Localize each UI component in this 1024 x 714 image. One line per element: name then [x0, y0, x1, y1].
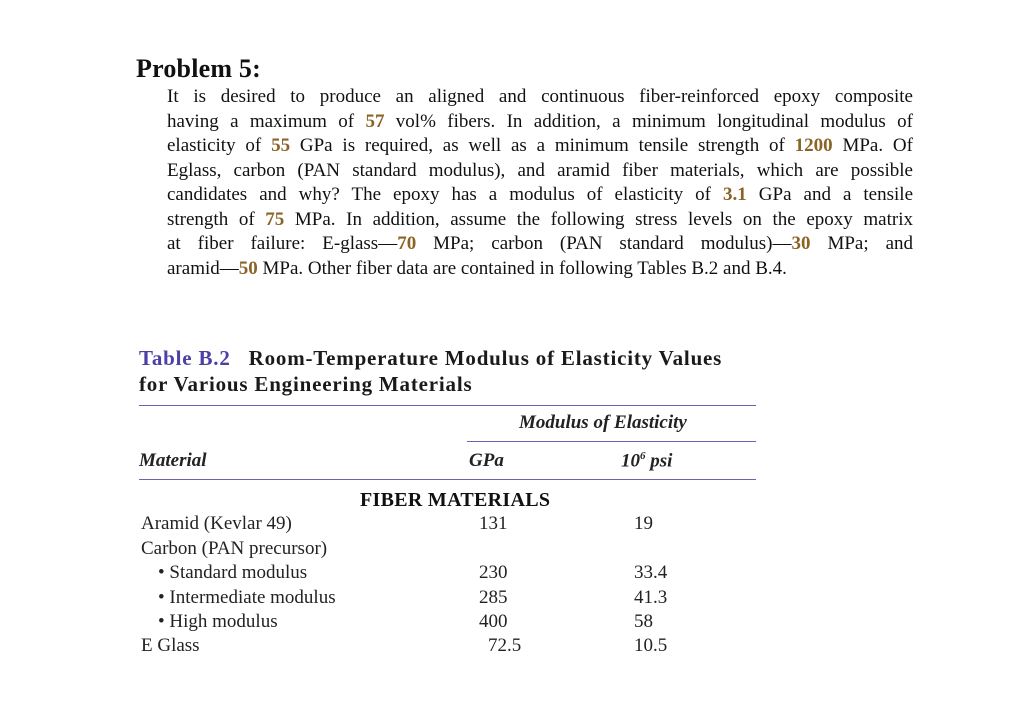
text-segment: having a maximum of [167, 110, 366, 132]
cell-material: Carbon (PAN precursor) [141, 538, 328, 559]
cell-gpa: 131 [479, 513, 508, 534]
text-segment: vol% fibers. In addition, a minimum longitudinal modulus of [384, 110, 913, 132]
highlight-value-modulus: 55 [271, 135, 291, 156]
highlight-value-eglass-stress: 70 [397, 233, 417, 254]
text-segment: MPa. In addition, assume the following stress levels on the epoxy matrix [284, 208, 913, 230]
highlight-value-aramid-stress: 50 [238, 257, 258, 279]
table-caption [139, 345, 722, 397]
text-segment: It is desired to produce an aligned and continuous fiber-reinforced epoxy composite [167, 86, 913, 107]
table-top-rule [139, 405, 756, 406]
table-caption-line-1 [139, 345, 722, 371]
cell-material: • Standard modulus [158, 562, 308, 583]
problem-line-2 [167, 110, 913, 135]
problem-statement [167, 85, 913, 281]
highlight-value-carbon-stress: 30 [791, 233, 811, 254]
cell-material: • Intermediate modulus [158, 587, 336, 608]
cell-psi: 19 [634, 513, 653, 534]
table-caption-line-2: for Various Engineering Materials [139, 372, 473, 396]
column-header-material: Material [139, 450, 207, 471]
problem-line-8 [167, 257, 913, 282]
psi-exponent: 6 [640, 450, 646, 462]
problem-title: Problem 5: [136, 54, 261, 83]
cell-material: • High modulus [158, 611, 278, 632]
column-header-psi [621, 450, 672, 472]
highlight-value-epoxy-strength: 75 [265, 208, 285, 230]
problem-line-5 [167, 183, 913, 208]
cell-psi: 10.5 [634, 635, 668, 656]
group-header-rule [467, 441, 756, 442]
table-title: Room-Temperature Modulus of Elasticity Values [248, 346, 723, 370]
text-segment: GPa is required, as well as a minimum tensile strength of [290, 135, 795, 156]
cell-gpa: 400 [479, 611, 508, 632]
highlight-value-fiber-volume: 57 [365, 110, 385, 132]
text-segment: aramid— [167, 257, 239, 279]
highlight-value-epoxy-modulus: 3.1 [723, 184, 747, 205]
cell-psi: 41.3 [634, 587, 668, 608]
table-number: Table B.2 [139, 346, 231, 370]
highlight-value-tensile-strength: 1200 [794, 135, 833, 156]
cell-psi: 33.4 [634, 562, 668, 583]
psi-base: 10 [621, 450, 640, 472]
text-segment: elasticity of [167, 135, 272, 156]
cell-gpa: 72.5 [488, 635, 522, 656]
problem-line-6 [167, 208, 913, 233]
text-segment: Eglass, carbon (PAN standard modulus), and aramid fiber materials, which are possible [167, 159, 913, 181]
problem-line-4 [167, 159, 913, 184]
cell-material: E Glass [141, 635, 200, 656]
section-fiber-materials: FIBER MATERIALS [360, 489, 551, 511]
text-segment: strength of [167, 208, 266, 230]
group-header-modulus: Modulus of Elasticity [519, 412, 687, 433]
text-segment: candidates and why? The epoxy has a modulus of elasticity of [167, 184, 724, 205]
problem-line-3 [167, 134, 913, 159]
cell-gpa: 230 [479, 562, 508, 583]
problem-line-1 [167, 85, 913, 110]
column-header-gpa: GPa [469, 450, 504, 471]
psi-unit: psi [645, 450, 673, 472]
problem-line-7 [167, 232, 913, 257]
text-segment: MPa; and [810, 233, 914, 254]
header-bottom-rule [139, 479, 756, 480]
cell-psi: 58 [634, 611, 653, 632]
text-segment: GPa and a tensile [746, 184, 914, 205]
text-segment: at fiber failure: E-glass— [167, 233, 398, 254]
text-segment: MPa. Other fiber data are contained in following Tables B.2 and B.4. [257, 257, 787, 279]
cell-gpa: 285 [479, 587, 508, 608]
text-segment: MPa; carbon (PAN standard modulus)— [416, 233, 792, 254]
cell-material: Aramid (Kevlar 49) [141, 513, 292, 534]
text-segment: MPa. Of [832, 135, 913, 156]
